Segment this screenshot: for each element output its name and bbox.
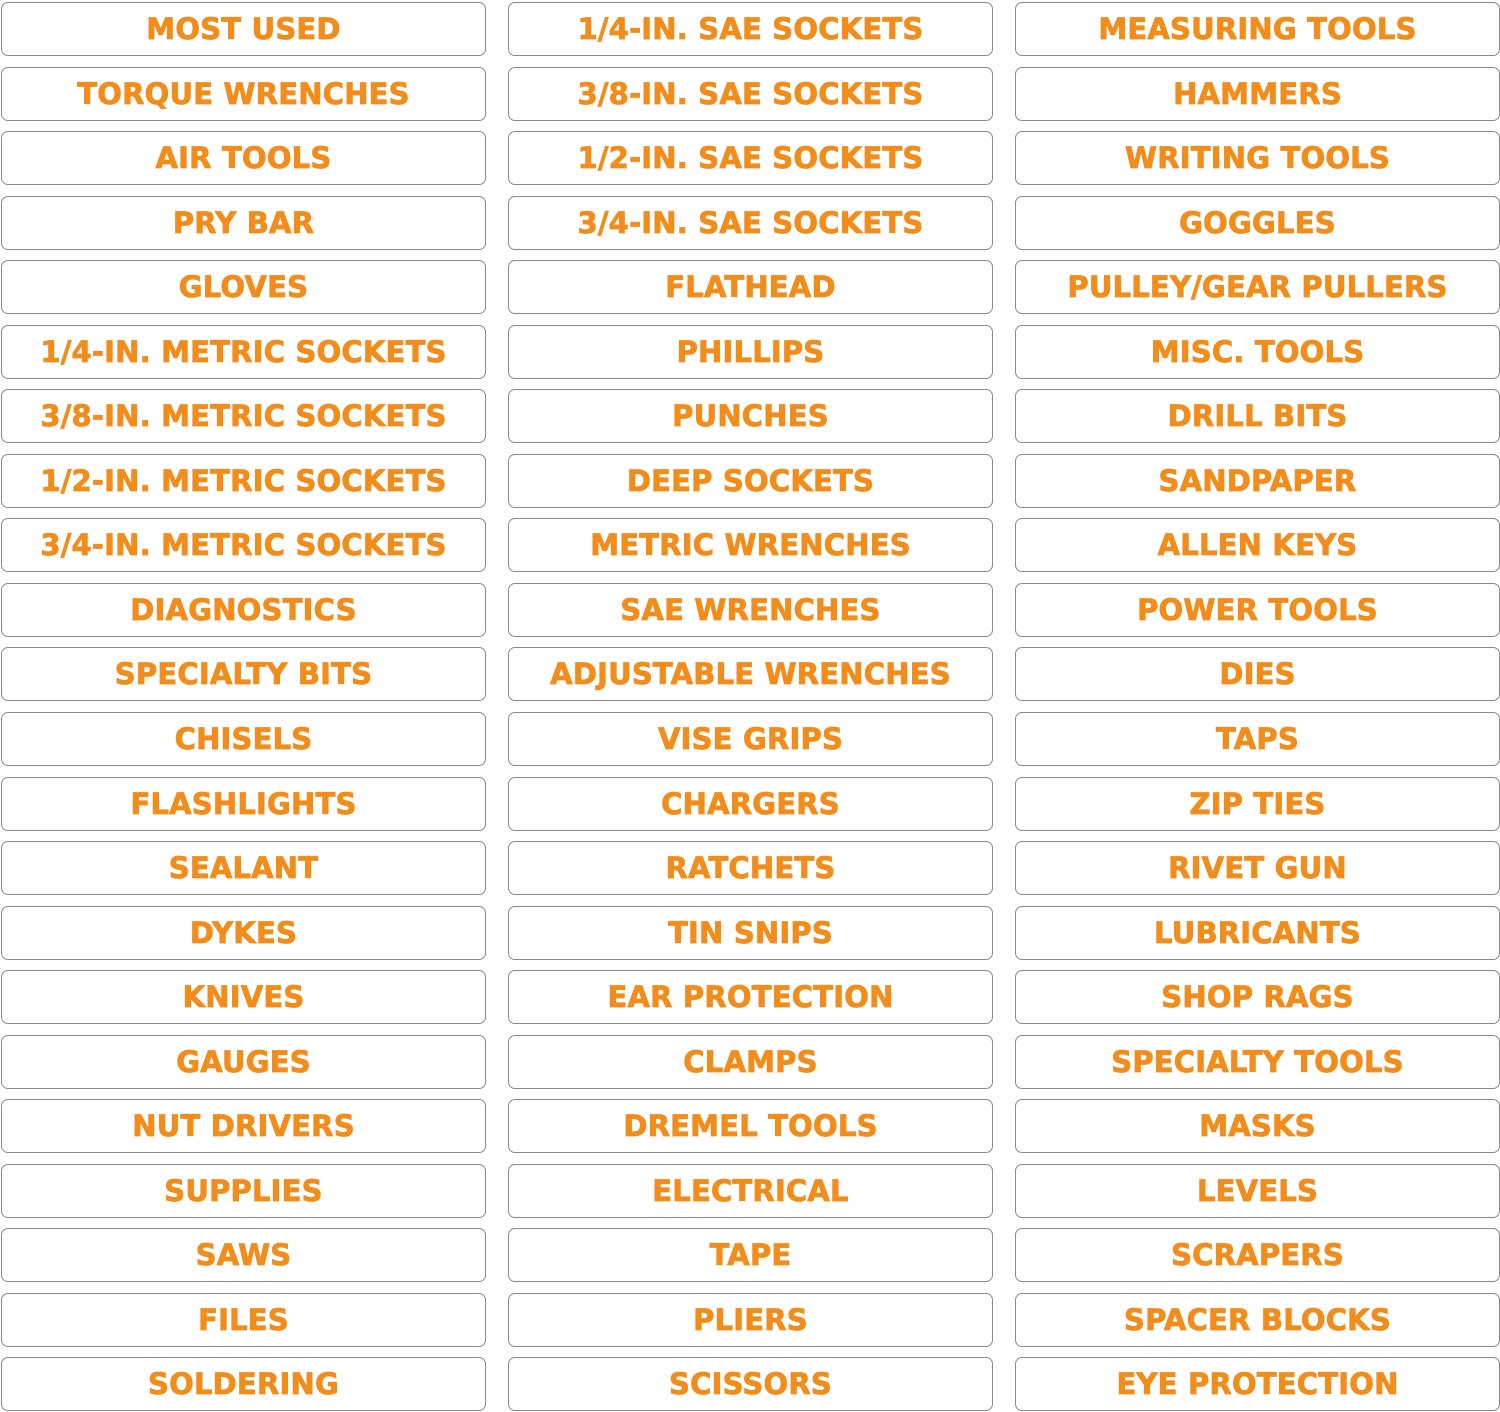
- tool-label: [1, 906, 486, 960]
- tool-label-text: TAPE: [709, 1238, 792, 1273]
- tool-label-text: RATCHETS: [665, 851, 836, 886]
- tool-label-text: MASKS: [1199, 1109, 1316, 1144]
- tool-label-text: DIES: [1219, 657, 1296, 692]
- tool-label-text: MISC. TOOLS: [1150, 334, 1365, 369]
- tool-label: [1, 67, 486, 121]
- tool-label-text: CHISELS: [174, 722, 313, 757]
- tool-label-text: GAUGES: [176, 1044, 311, 1079]
- tool-label-text: CLAMPS: [683, 1044, 818, 1079]
- tool-label: [1, 2, 486, 56]
- tool-label-text: FLASHLIGHTS: [130, 786, 357, 821]
- tool-label-text: METRIC WRENCHES: [590, 528, 911, 563]
- tool-label-text: ZIP TIES: [1189, 786, 1326, 821]
- tool-label: [1, 777, 486, 831]
- tool-label-text: SUPPLIES: [164, 1173, 323, 1208]
- tool-label-text: WRITING TOOLS: [1125, 141, 1390, 176]
- tool-label-text: DRILL BITS: [1167, 399, 1348, 434]
- tool-label: [1015, 1099, 1500, 1153]
- tool-label-text: ADJUSTABLE WRENCHES: [550, 657, 951, 692]
- tool-label: [1015, 260, 1500, 314]
- tool-label-text: DIAGNOSTICS: [130, 592, 357, 627]
- tool-label: [508, 712, 993, 766]
- tool-label-text: KNIVES: [182, 980, 305, 1015]
- tool-label: [508, 454, 993, 508]
- tool-label: [508, 196, 993, 250]
- tool-label: [1015, 1357, 1500, 1411]
- tool-label: [1, 583, 486, 637]
- tool-label: [508, 131, 993, 185]
- tool-label-text: PRY BAR: [172, 205, 315, 240]
- tool-label: [1015, 1164, 1500, 1218]
- tool-label: [1, 196, 486, 250]
- tool-label-text: SPECIALTY TOOLS: [1111, 1044, 1404, 1079]
- tool-label-text: DREMEL TOOLS: [623, 1109, 878, 1144]
- tool-label-text: HAMMERS: [1173, 76, 1342, 111]
- tool-label: [1, 712, 486, 766]
- tool-label: [508, 906, 993, 960]
- tool-label-text: 1/2-IN. METRIC SOCKETS: [40, 463, 447, 498]
- tool-label: [1, 1228, 486, 1282]
- tool-label-text: 3/8-IN. METRIC SOCKETS: [40, 399, 447, 434]
- tool-label-text: PLIERS: [693, 1302, 808, 1337]
- tool-label-text: PUNCHES: [672, 399, 829, 434]
- tool-label: [1015, 1293, 1500, 1347]
- tool-label-text: PHILLIPS: [676, 334, 825, 369]
- tool-label: [1, 454, 486, 508]
- tool-label: [1015, 454, 1500, 508]
- tool-label: [508, 1293, 993, 1347]
- tool-label: [1015, 389, 1500, 443]
- tool-label: [1, 1293, 486, 1347]
- tool-label: [1015, 583, 1500, 637]
- tool-label: [508, 583, 993, 637]
- tool-label-text: POWER TOOLS: [1137, 592, 1378, 627]
- tool-label-text: CHARGERS: [661, 786, 840, 821]
- tool-label: [1015, 777, 1500, 831]
- tool-label: [1015, 841, 1500, 895]
- tool-label: [508, 325, 993, 379]
- tool-label: [1015, 647, 1500, 701]
- tool-label: [1015, 131, 1500, 185]
- tool-label: [508, 1164, 993, 1218]
- tool-label-text: FILES: [198, 1302, 289, 1337]
- tool-label: [1015, 712, 1500, 766]
- tool-label-text: SAE WRENCHES: [620, 592, 881, 627]
- tool-label: [1, 1035, 486, 1089]
- tool-label-text: MEASURING TOOLS: [1098, 12, 1417, 46]
- tool-label: [1, 389, 486, 443]
- tool-label: [1, 325, 486, 379]
- tool-label-text: VISE GRIPS: [657, 722, 844, 757]
- tool-label-text: TIN SNIPS: [668, 915, 833, 950]
- tool-label: [1015, 1035, 1500, 1089]
- tool-label: [508, 1035, 993, 1089]
- tool-label: [1, 1099, 486, 1153]
- tool-label-text: 3/8-IN. SAE SOCKETS: [577, 76, 924, 111]
- tool-label: [1015, 518, 1500, 572]
- tool-label-text: SPECIALTY BITS: [114, 657, 373, 692]
- tool-label: [1, 518, 486, 572]
- tool-label-text: SPACER BLOCKS: [1124, 1302, 1391, 1337]
- tool-label: [1, 970, 486, 1024]
- tool-label-text: SEALANT: [168, 851, 319, 886]
- tool-label: [1015, 196, 1500, 250]
- tool-label: [508, 2, 993, 56]
- tool-label-text: TORQUE WRENCHES: [77, 76, 410, 111]
- tool-label: [508, 518, 993, 572]
- tool-label: [1, 260, 486, 314]
- tool-label: [508, 970, 993, 1024]
- tool-label-text: LUBRICANTS: [1154, 915, 1361, 950]
- tool-label: [1, 131, 486, 185]
- tool-label-text: 1/4-IN. METRIC SOCKETS: [40, 334, 447, 369]
- tool-label-text: DEEP SOCKETS: [626, 463, 875, 498]
- tool-label-text: 3/4-IN. SAE SOCKETS: [577, 205, 924, 240]
- tool-label-text: SAWS: [195, 1238, 292, 1273]
- tool-label-text: SHOP RAGS: [1161, 980, 1354, 1015]
- tool-label: [508, 67, 993, 121]
- tool-label-text: RIVET GUN: [1168, 851, 1347, 886]
- tool-label: [508, 1099, 993, 1153]
- tool-label-text: SOLDERING: [148, 1367, 339, 1402]
- tool-label: [508, 1228, 993, 1282]
- tool-label-text: EAR PROTECTION: [607, 980, 894, 1015]
- tool-label: [1015, 325, 1500, 379]
- tool-label: [508, 647, 993, 701]
- tool-label: [508, 1357, 993, 1411]
- tool-label-text: TAPS: [1216, 722, 1299, 757]
- tool-label-text: EYE PROTECTION: [1116, 1367, 1399, 1402]
- tool-label: [508, 841, 993, 895]
- tool-label-text: SCISSORS: [669, 1367, 832, 1402]
- tool-label-text: 1/2-IN. SAE SOCKETS: [577, 141, 924, 176]
- tool-label-text: FLATHEAD: [665, 270, 836, 305]
- tool-label-text: GLOVES: [178, 270, 309, 305]
- tool-label: [1015, 2, 1500, 56]
- tool-label-text: ELECTRICAL: [652, 1173, 849, 1208]
- tool-label-text: 1/4-IN. SAE SOCKETS: [577, 12, 924, 46]
- tool-label-text: PULLEY/GEAR PULLERS: [1067, 270, 1448, 305]
- tool-label-text: NUT DRIVERS: [132, 1109, 355, 1144]
- tool-label: [1015, 906, 1500, 960]
- tool-label: [1015, 67, 1500, 121]
- tool-label: [508, 260, 993, 314]
- tool-label: [1, 1164, 486, 1218]
- tool-label: [1015, 1228, 1500, 1282]
- tool-label: [1, 647, 486, 701]
- tool-label-text: ALLEN KEYS: [1157, 528, 1358, 563]
- tool-label: [508, 777, 993, 831]
- tool-label-text: 3/4-IN. METRIC SOCKETS: [40, 528, 447, 563]
- tool-label: [1, 841, 486, 895]
- tool-label: [1, 1357, 486, 1411]
- tool-label: [508, 389, 993, 443]
- tool-label-text: DYKES: [189, 915, 298, 950]
- tool-label-text: LEVELS: [1196, 1173, 1319, 1208]
- tool-label-text: AIR TOOLS: [155, 141, 332, 176]
- tool-label-text: GOGGLES: [1179, 205, 1336, 240]
- tool-label-text: SANDPAPER: [1158, 463, 1357, 498]
- tool-label-text: SCRAPERS: [1171, 1238, 1344, 1273]
- tool-label: [1015, 970, 1500, 1024]
- tool-label-text: MOST USED: [146, 12, 341, 46]
